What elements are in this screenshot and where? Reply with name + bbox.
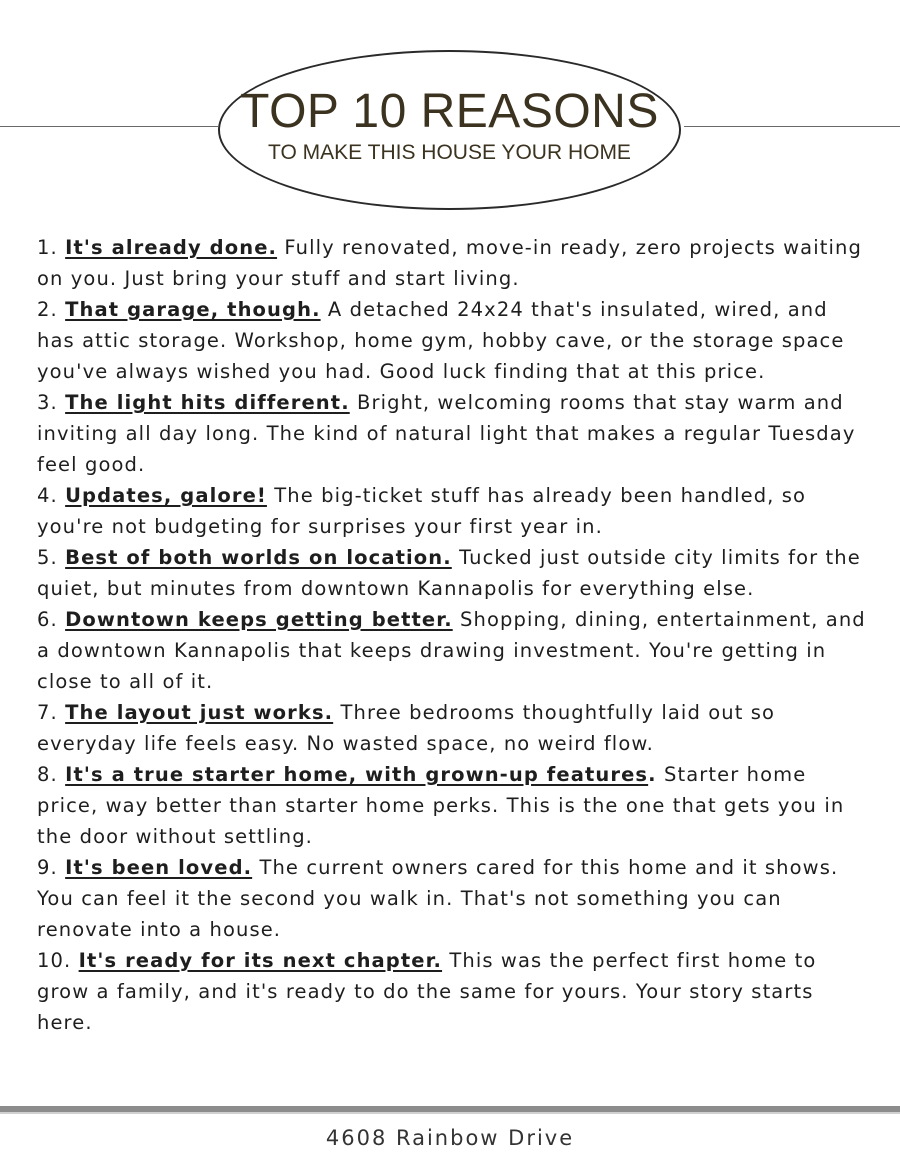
header-rule-right bbox=[684, 126, 900, 127]
property-address: 4608 Rainbow Drive bbox=[325, 1126, 575, 1150]
list-item bbox=[37, 604, 867, 697]
footer-divider-shadow bbox=[0, 1112, 900, 1114]
list-item bbox=[37, 852, 867, 945]
item-number: 9. bbox=[37, 856, 58, 879]
item-number: 8. bbox=[37, 763, 58, 786]
item-body: Bright, welcoming rooms that stay warm and inviting all day long. The kind of natural light that makes a regular Tuesday feel good. bbox=[37, 391, 856, 476]
item-body: Starter home price, way better than starter home perks. This is the one that gets you in the door without settling. bbox=[37, 763, 845, 848]
item-headline: Updates, galore! bbox=[65, 484, 267, 507]
list-item bbox=[37, 232, 867, 294]
item-headline: It's ready for its next chapter. bbox=[78, 949, 443, 972]
page-subtitle: TO MAKE THIS HOUSE YOUR HOME bbox=[268, 141, 631, 164]
item-body: Tucked just outside city limits for the quiet, but minutes from downtown Kannapolis for everything else. bbox=[37, 546, 861, 600]
item-headline: The layout just works. bbox=[65, 701, 334, 724]
item-body: Shopping, dining, entertainment, and a downtown Kannapolis that keeps drawing investment. You're getting in close to all of it. bbox=[37, 608, 866, 693]
item-headline: It's a true starter home, with grown-up features bbox=[65, 763, 649, 786]
page-header bbox=[0, 0, 900, 225]
item-headline: Best of both worlds on location. bbox=[65, 546, 452, 569]
item-body: Fully renovated, move-in ready, zero projects waiting on you. Just bring your stuff and start living. bbox=[37, 236, 862, 290]
list-item bbox=[37, 294, 867, 387]
reasons-list bbox=[37, 232, 867, 1038]
header-rule-left bbox=[0, 126, 218, 127]
item-number: 6. bbox=[37, 608, 58, 631]
item-body: Three bedrooms thoughtfully laid out so everyday life feels easy. No wasted space, no weird flow. bbox=[37, 701, 776, 755]
item-number: 5. bbox=[37, 546, 58, 569]
item-body: The big-ticket stuff has already been handled, so you're not budgeting for surprises your first year in. bbox=[37, 484, 807, 538]
item-body: A detached 24x24 that's insulated, wired, and has attic storage. Workshop, home gym, hobby cave, or the storage space you've always wished you had. Good luck finding that at this price. bbox=[37, 298, 845, 383]
item-number: 1. bbox=[37, 236, 58, 259]
item-body: This was the perfect first home to grow a family, and it's ready to do the same for yours. Your story starts here. bbox=[37, 949, 817, 1034]
list-item bbox=[37, 480, 867, 542]
list-item: 8. It's a true starter home, with grown-up features. Starter home price, way better than starter home perks. This is the one that gets you in the door without settling. bbox=[37, 763, 845, 848]
item-headline: It's already done. bbox=[65, 236, 278, 259]
item-headline: The light hits different. bbox=[65, 391, 350, 414]
item-number: 3. bbox=[37, 391, 58, 414]
item-number: 4. bbox=[37, 484, 58, 507]
item-number: 10. bbox=[37, 949, 72, 972]
list-item bbox=[37, 387, 867, 480]
page-title: TOP 10 REASONS bbox=[240, 85, 659, 138]
item-headline: That garage, though. bbox=[65, 298, 321, 321]
list-item bbox=[37, 945, 867, 1038]
item-number: 7. bbox=[37, 701, 58, 724]
list-item bbox=[37, 542, 867, 604]
item-headline: Downtown keeps getting better. bbox=[65, 608, 453, 631]
item-number: 2. bbox=[37, 298, 58, 321]
item-headline: It's been loved. bbox=[65, 856, 253, 879]
list-item bbox=[37, 697, 867, 759]
item-body: The current owners cared for this home and it shows. You can feel it the second you walk in. That's not something you can renovate into a house. bbox=[37, 856, 839, 941]
